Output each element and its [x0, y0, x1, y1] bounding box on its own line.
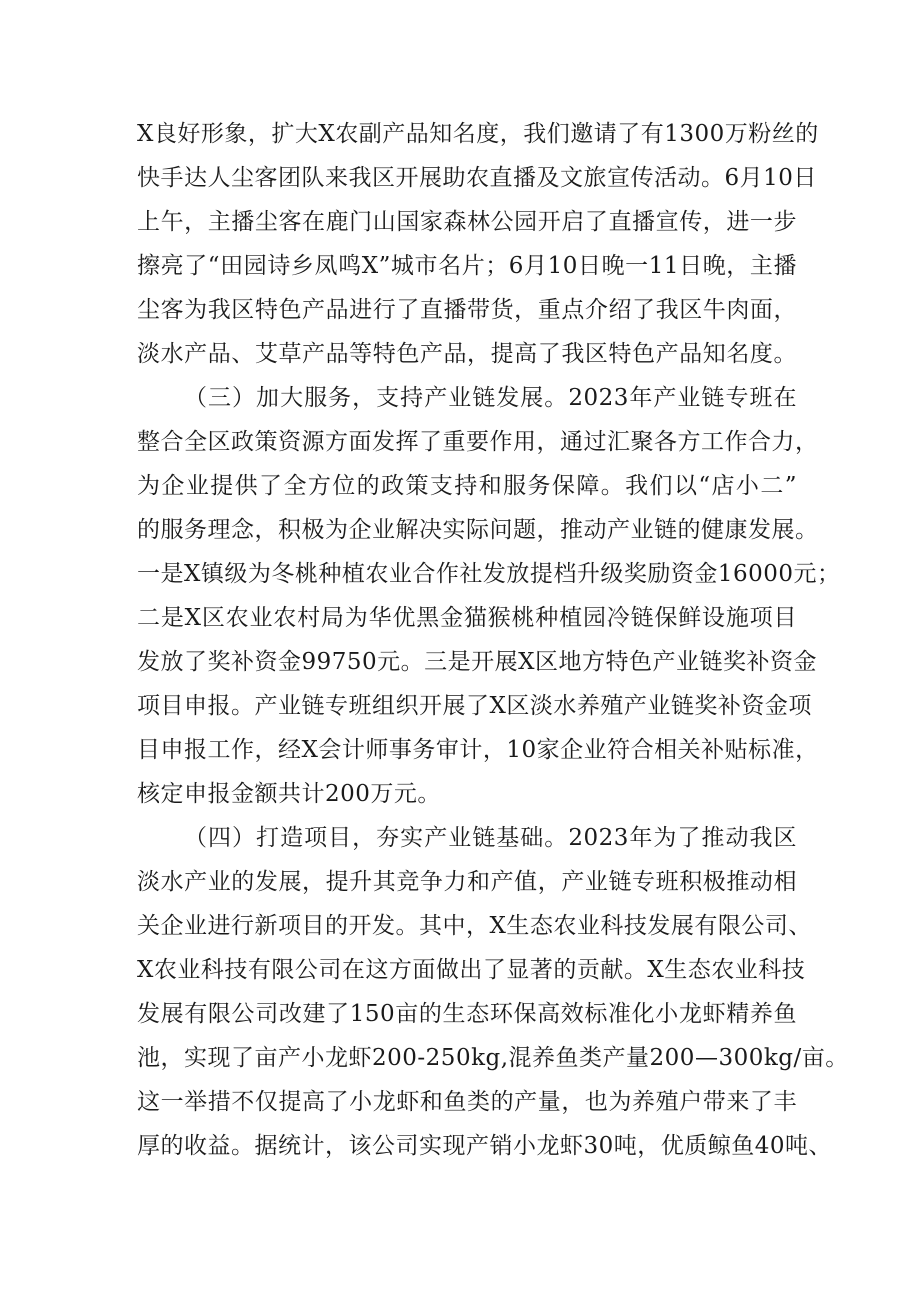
paragraph-1-line-2: 快手达人尘客团队来我区开展助农直播及文旅宣传活动。6月10日 — [137, 165, 817, 191]
paragraph-1-line-5: 尘客为我区特色产品进行了直播带货，重点介绍了我区牛肉面， — [137, 297, 797, 323]
paragraph-3-line-6: 池，实现了亩产小龙虾200-250kg,混养鱼类产量200—300kg/亩。 — [137, 1045, 849, 1071]
paragraph-3-line-1: （四）打造项目，夯实产业链基础。2023年为了推动我区 — [184, 825, 797, 851]
paragraph-2-line-6: 二是X区农业农村局为华优黑金猫猴桃种植园冷链保鲜设施项目 — [137, 605, 797, 631]
paragraph-3-line-5: 发展有限公司改建了150亩的生态环保高效标准化小龙虾精养鱼 — [137, 1001, 797, 1027]
paragraph-1-line-3: 上午，主播尘客在鹿门山国家森林公园开启了直播宣传，进一步 — [137, 209, 797, 235]
paragraph-2-line-5: 一是X镇级为冬桃种植农业合作社发放提档升级奖励资金16000元； — [137, 561, 841, 587]
paragraph-1-line-1: X良好形象，扩大X农副产品知名度，我们邀请了有1300万粉丝的 — [137, 121, 819, 147]
paragraph-2-line-3: 为企业提供了全方位的政策支持和服务保障。我们以“店小二” — [137, 473, 797, 499]
paragraph-2-line-9: 目申报工作，经X会计师事务审计，10家企业符合相关补贴标准， — [137, 737, 819, 763]
paragraph-2-line-1: （三）加大服务，支持产业链发展。2023年产业链专班在 — [184, 385, 797, 411]
paragraph-1-line-6: 淡水产品、艾草产品等特色产品，提高了我区特色产品知名度。 — [137, 341, 797, 367]
paragraph-2-line-8: 项目申报。产业链专班组织开展了X区淡水养殖产业链奖补资金项 — [137, 693, 812, 719]
paragraph-3-line-8: 厚的收益。据统计，该公司实现产销小龙虾30吨，优质鲸鱼40吨、 — [137, 1133, 833, 1159]
paragraph-3-line-7: 这一举措不仅提高了小龙虾和鱼类的产量，也为养殖户带来了丰 — [137, 1089, 797, 1115]
paragraph-3-line-2: 淡水产业的发展，提升其竞争力和产值，产业链专班积极推动相 — [137, 869, 797, 895]
paragraph-2-line-10: 核定申报金额共计200万元。 — [137, 781, 441, 807]
paragraph-1-line-4: 擦亮了“田园诗乡凤鸣X”城市名片；6月10日晚一11日晚，主播 — [137, 253, 797, 279]
paragraph-2-line-7: 发放了奖补资金99750元。三是开展X区地方特色产业链奖补资金 — [137, 649, 818, 675]
paragraph-3-line-4: X农业科技有限公司在这方面做出了显著的贡献。X生态农业科技 — [137, 957, 806, 983]
paragraph-3-line-3: 关企业进行新项目的开发。其中，X生态农业科技发展有限公司、 — [137, 913, 812, 939]
paragraph-2-line-4: 的服务理念，积极为企业解决实际问题，推动产业链的健康发展。 — [137, 517, 819, 543]
paragraph-2-line-2: 整合全区政策资源方面发挥了重要作用，通过汇聚各方工作合力， — [137, 429, 819, 455]
